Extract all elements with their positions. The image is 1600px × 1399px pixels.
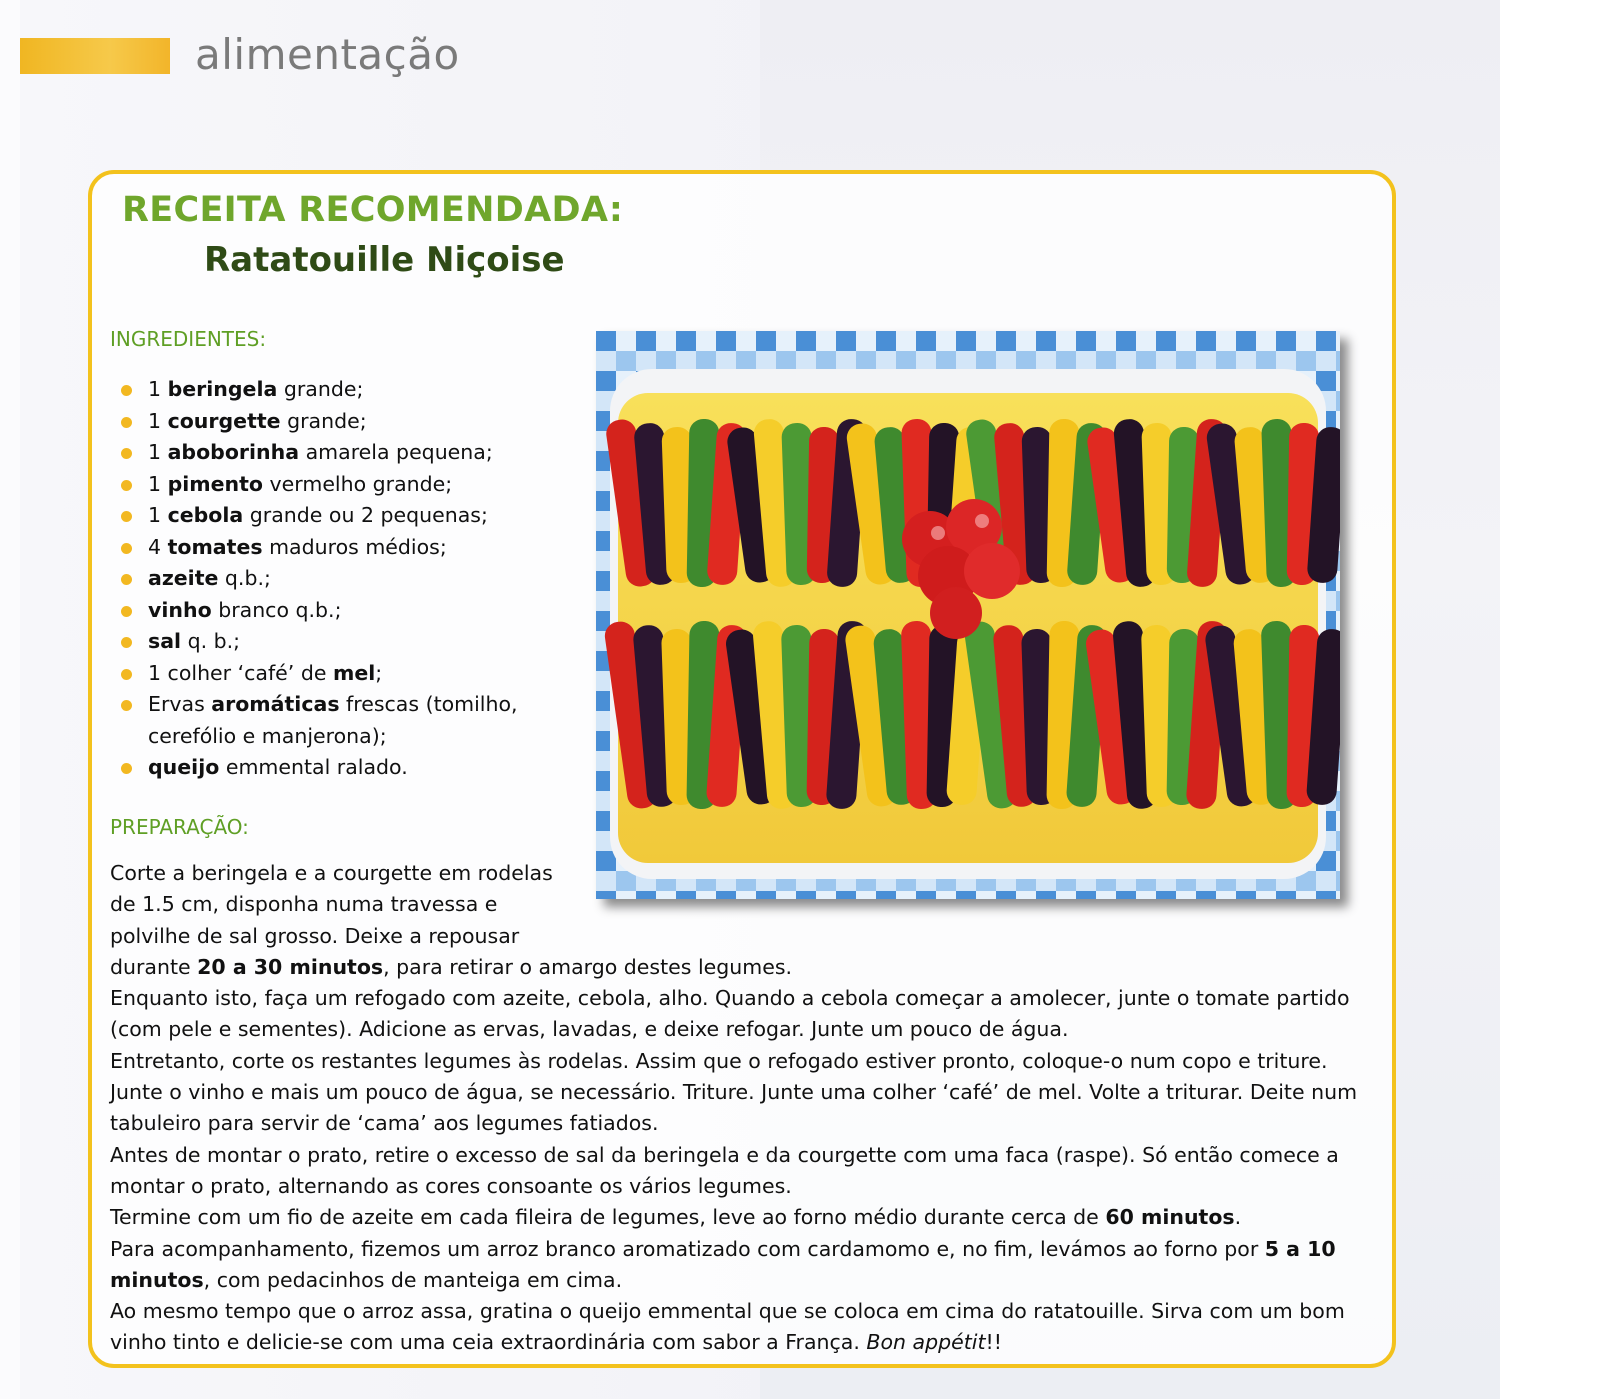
prep-line: polvilhe de sal grosso. Deixe a repousar [110,923,520,948]
list-item: 1 beringela grande; [118,374,588,406]
prep-paragraph: Entretanto, corte os restantes legumes às rodelas. Assim que o refogado estiver pronto, coloque-o num copo e triture. Junte o vinho e mais um pouco de água, se necessário. Triture. Junte uma colher ‘café’ de mel. Volte a triturar. Deite num tabuleiro para servir de ‘cama’ aos legumes fatiados. [110,1048,1358,1136]
preparation-text [110,858,1375,1359]
list-item-continuation: cerefólio e manjerona); [148,723,387,748]
prep-paragraph: Enquanto isto, faça um refogado com azeite, cebola, alho. Quando a cebola começar a amolecer, junte o tomate partido (com pele e sementes). Adicione as ervas, lavadas, e deixe refogar. Junte um pouco de água. [110,986,1350,1042]
page-edge [1500,0,1600,1399]
recipe-kicker: RECEITA RECOMENDADA: [122,190,624,230]
prep-line: Corte a beringela e a courgette em rodelas [110,861,553,885]
ratatouille-dish-icon [596,331,1340,899]
section-color-bar [20,38,170,74]
list-item: queijo emmental ralado. [118,752,588,784]
list-item: 1 pimento vermelho grande; [118,469,588,501]
prep-line: durante 20 a 30 minutos, para retirar o amargo destes legumes. [110,954,793,979]
list-item: 1 courgette grande; [118,406,588,438]
list-item: 1 colher ‘café’ de mel; [118,658,588,690]
section-title: alimentação [195,30,460,79]
list-item: 1 cebola grande ou 2 pequenas; [118,500,588,532]
prep-paragraph: Para acompanhamento, fizemos um arroz branco aromatizado com cardamomo e, no fim, levámos ao forno por 5 a 10 minutos, com pedacinhos de manteiga em cima. [110,1236,1336,1292]
list-item: sal q. b.; [118,626,588,658]
list-item: 4 tomates maduros médios; [118,532,588,564]
prep-paragraph: Ao mesmo tempo que o arroz assa, gratina o queijo emmental que se coloca em cima do ratatouille. Sirva com um bom vinho tinto e delicie-se com uma ceia extraordinária com sabor a França. Bon appétit!! [110,1299,1345,1355]
list-item: Ervas aromáticas frescas (tomilho, [118,689,588,721]
ratatouille-photo [596,331,1340,899]
ingredients-list [118,374,588,784]
prep-paragraph: Antes de montar o prato, retire o excesso de sal da beringela e da courgette com uma faca (raspe). Só então comece a montar o prato, alternando as cores consoante os vários legumes. [110,1142,1339,1198]
list-item: azeite q.b.; [118,563,588,595]
list-item: vinho branco q.b.; [118,595,588,627]
preparation-heading: PREPARAÇÃO: [110,815,249,839]
ingredients-heading: INGREDIENTES: [110,327,267,351]
prep-line: de 1.5 cm, disponha numa travessa e [110,892,498,917]
list-item: 1 aboborinha amarela pequena; [118,437,588,469]
prep-paragraph: Termine com um fio de azeite em cada fileira de legumes, leve ao forno médio durante cerca de 60 minutos. [110,1205,1242,1230]
recipe-title: Ratatouille Niçoise [204,240,565,280]
